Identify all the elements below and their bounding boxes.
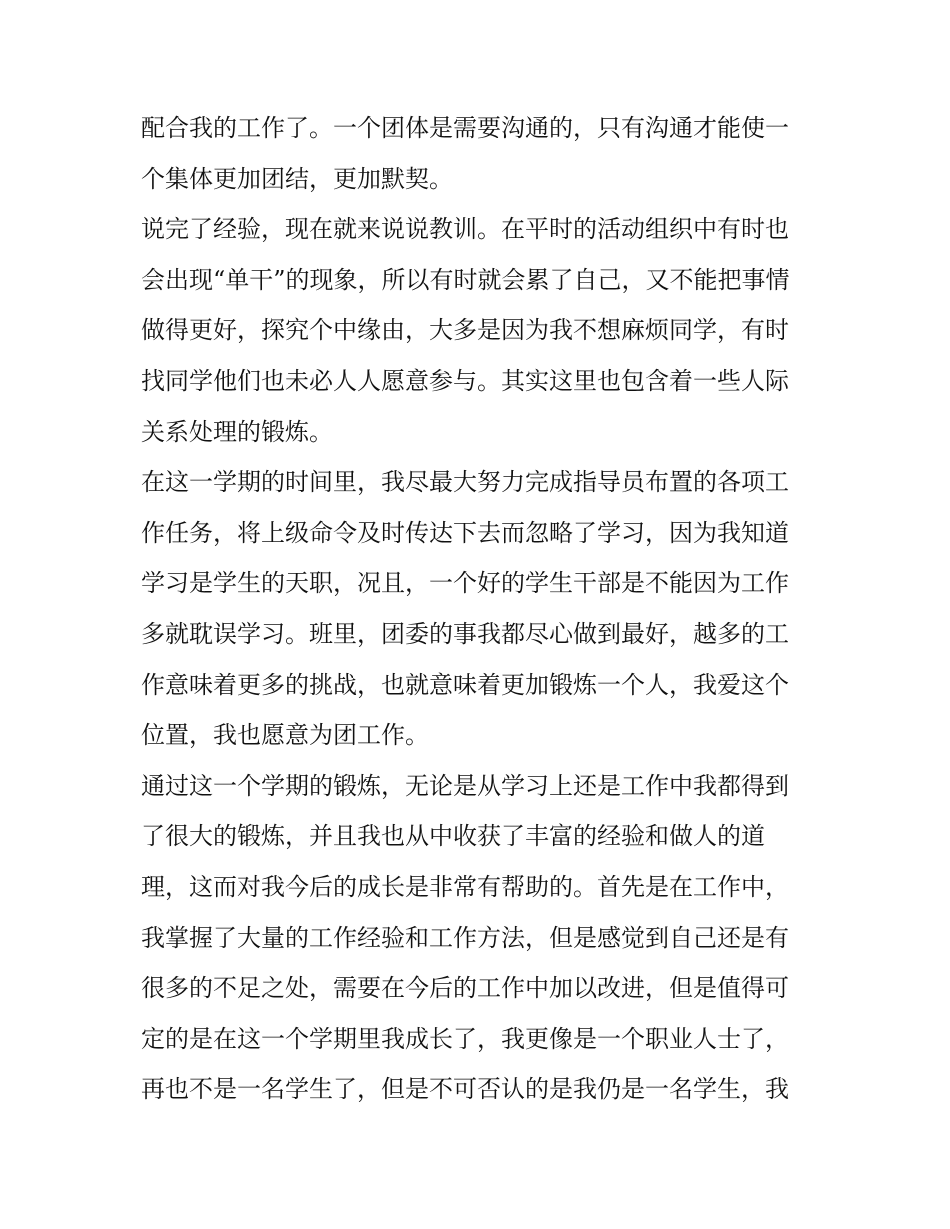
body-text bbox=[141, 103, 821, 1115]
text-line: 个集体更加团结，更加默契。 bbox=[141, 164, 453, 193]
text-line: 多就耽误学习。班里，团委的事我都尽心做到最好，越多的工 bbox=[141, 619, 789, 648]
text-line: 定的是在这一个学期里我成长了，我更像是一个职业人士了， bbox=[141, 1024, 789, 1053]
text-line: 会出现“单干”的现象，所以有时就会累了自己，又不能把事情 bbox=[141, 265, 790, 294]
text-line: 说完了经验，现在就来说说教训。在平时的活动组织中有时也 bbox=[141, 215, 789, 244]
text-line: 位置，我也愿意为团工作。 bbox=[141, 721, 429, 750]
text-line: 理，这而对我今后的成长是非常有帮助的。首先是在工作中， bbox=[141, 872, 789, 901]
text-line: 关系处理的锻炼。 bbox=[141, 417, 333, 446]
text-line: 再也不是一名学生了，但是不可否认的是我仍是一名学生，我 bbox=[141, 1075, 789, 1104]
text-line: 在这一学期的时间里，我尽最大努力完成指导员布置的各项工 bbox=[141, 468, 789, 497]
text-line: 作任务，将上级命令及时传达下去而忽略了学习，因为我知道 bbox=[141, 518, 789, 547]
text-line: 作意味着更多的挑战，也就意味着更加锻炼一个人，我爱这个 bbox=[141, 670, 789, 699]
text-line: 学习是学生的天职，况且，一个好的学生干部是不能因为工作 bbox=[141, 569, 789, 598]
text-line: 通过这一个学期的锻炼，无论是从学习上还是工作中我都得到 bbox=[141, 771, 789, 800]
text-line: 很多的不足之处，需要在今后的工作中加以改进，但是值得可 bbox=[141, 974, 789, 1003]
text-line: 找同学他们也未必人人愿意参与。其实这里也包含着一些人际 bbox=[141, 366, 789, 395]
text-line: 配合我的工作了。一个团体是需要沟通的，只有沟通才能使一 bbox=[141, 114, 789, 142]
text-line: 了很大的锻炼，并且我也从中收获了丰富的经验和做人的道 bbox=[141, 822, 765, 851]
text-line: 我掌握了大量的工作经验和工作方法，但是感觉到自己还是有 bbox=[141, 923, 789, 952]
text-line: 做得更好，探究个中缘由，大多是因为我不想麻烦同学，有时 bbox=[141, 316, 789, 345]
